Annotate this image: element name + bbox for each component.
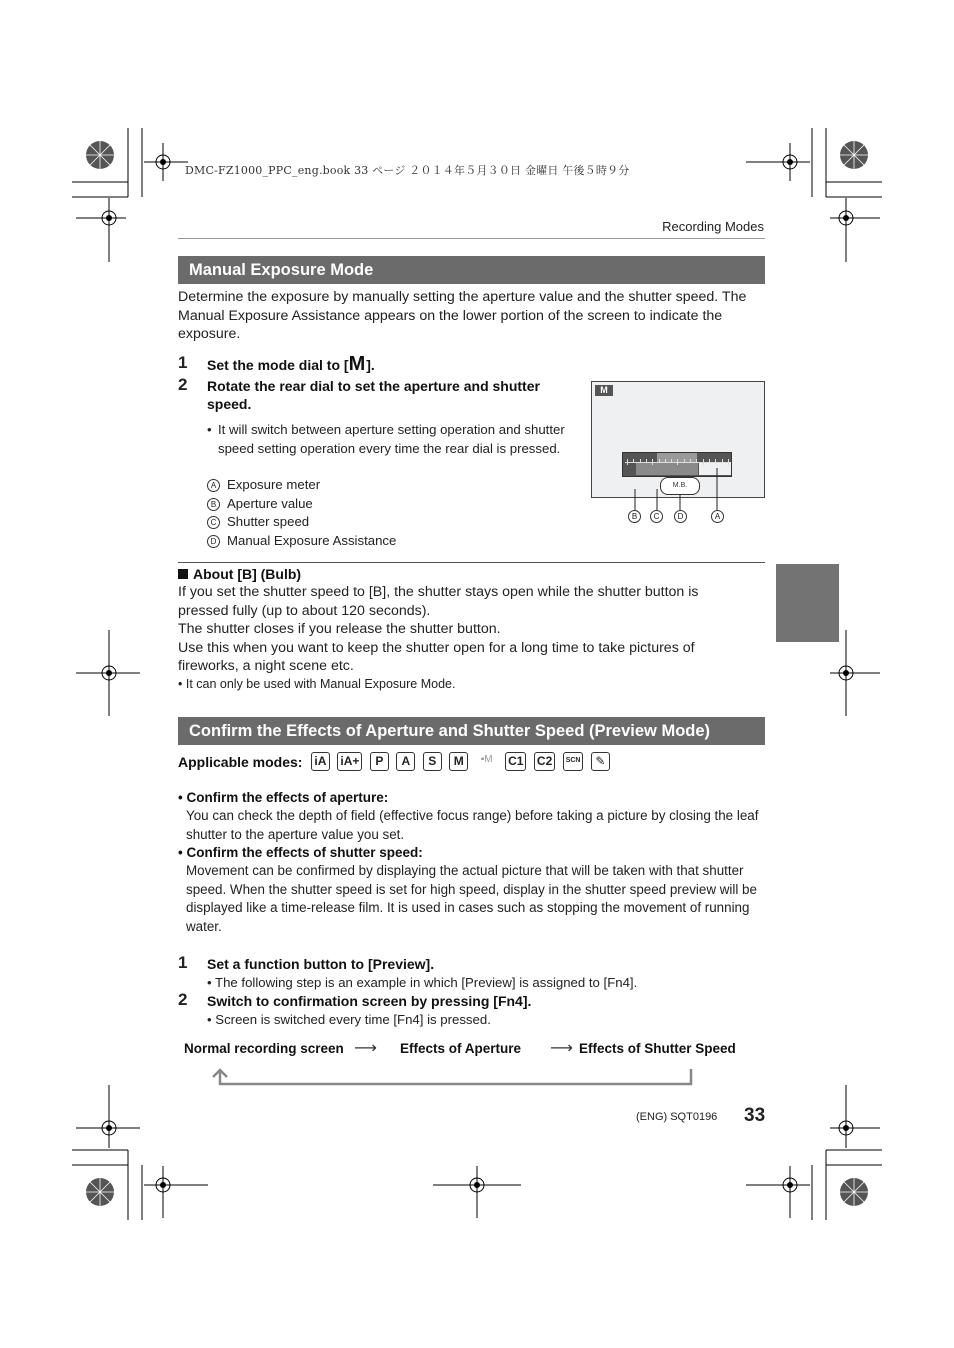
bulb-body xyxy=(178,583,768,676)
step-2-bullet-text: It will switch between aperture setting operation and shutter speed setting operation every time the rear dial is pressed. xyxy=(218,422,565,456)
mode-creative-video-icon: ▪M xyxy=(480,754,493,765)
step-2-bullet xyxy=(207,420,572,458)
mode-badge: M xyxy=(595,385,613,396)
bulb-note: • It can only be used with Manual Exposure Mode. xyxy=(178,677,456,691)
mode-shutter-priority-icon: S xyxy=(423,752,442,771)
preview-step-1-number: 1 xyxy=(178,953,188,972)
step-2-text: Rotate the rear dial to set the aperture and shutter speed. xyxy=(207,378,540,412)
callout-b: B xyxy=(628,510,641,523)
manual-exposure-intro: Determine the exposure by manually setting the aperture value and the shutter speed. The Manual Exposure Assistance appears on the lower portion of the screen to indicate the exposure. xyxy=(178,289,747,343)
legend-label: Manual Exposure Assistance xyxy=(227,532,397,548)
mode-m-icon: M xyxy=(348,353,367,375)
legend-list xyxy=(207,477,396,551)
bulb-line: pressed fully (up to about 120 seconds). xyxy=(178,602,431,619)
flow-arrow-right-icon: ⟶ xyxy=(354,1040,377,1057)
aperture-effects-heading-text: Confirm the effects of aperture: xyxy=(186,790,389,805)
header-rule xyxy=(178,238,765,239)
section-title-preview-mode: Confirm the Effects of Aperture and Shutter Speed (Preview Mode) xyxy=(178,717,765,745)
bulb-line: fireworks, a night scene etc. xyxy=(178,658,354,675)
preview-step-2-note: • Screen is switched every time [Fn4] is pressed. xyxy=(207,1012,491,1027)
mode-manual-icon: M xyxy=(449,752,468,771)
section-divider xyxy=(178,562,765,563)
mode-custom-1-icon: C1 xyxy=(505,752,526,771)
legend-letter: A xyxy=(207,479,220,492)
callout-c: C xyxy=(650,510,663,523)
legend-label: Exposure meter xyxy=(227,477,321,492)
step-1-label-end: ]. xyxy=(366,357,375,373)
shutter-effects-block xyxy=(178,844,768,936)
legend-item-a xyxy=(207,477,396,496)
legend-label: Aperture value xyxy=(227,495,313,511)
aperture-effects-heading: • Confirm the effects of aperture: xyxy=(178,790,389,805)
mode-intelligent-auto-plus-icon: iA+ xyxy=(337,752,362,771)
mode-custom-2-icon: C2 xyxy=(534,752,555,771)
step-2-number: 2 xyxy=(178,375,188,394)
preview-step-1-note-text: The following step is an example in which [Preview] is assigned to [Fn4]. xyxy=(215,975,638,990)
mode-aperture-priority-icon: A xyxy=(396,752,415,771)
preview-step-1-text: Set a function button to [Preview]. xyxy=(207,956,435,972)
aperture-effects-block xyxy=(178,789,768,844)
callout-d: D xyxy=(674,510,687,523)
applicable-modes-label: Applicable modes: xyxy=(178,753,303,770)
mode-creative-control-icon: ✎ xyxy=(591,752,610,771)
chapter-side-tab xyxy=(776,564,839,642)
mode-program-icon: P xyxy=(370,752,389,771)
header-section-label: Recording Modes xyxy=(662,219,764,234)
bulb-heading-text: About [B] (Bulb) xyxy=(193,566,302,582)
screen-callout-letters xyxy=(628,510,768,526)
flow-arrow-right-icon: ⟶ xyxy=(550,1040,573,1057)
flow-normal-recording: Normal recording screen xyxy=(184,1041,344,1056)
legend-letter: D xyxy=(207,535,220,548)
preview-step-2-note-text: Screen is switched every time [Fn4] is pressed. xyxy=(215,1012,491,1027)
footer-document-code: (ENG) SQT0196 xyxy=(636,1111,718,1123)
square-bullet-icon xyxy=(178,569,188,579)
print-meta: DMC-FZ1000_PPC_eng.book 33 ページ ２０１４年５月３０日 金曜日 午後５時９分 xyxy=(185,164,630,177)
bullet-dot: • xyxy=(207,422,212,437)
step-1-number: 1 xyxy=(178,353,188,372)
bulb-line: If you set the shutter speed to [B], the shutter stays open while the shutter button is xyxy=(178,584,699,600)
step-1-text xyxy=(207,355,375,374)
legend-letter: B xyxy=(207,498,220,511)
mode-intelligent-auto-icon: iA xyxy=(311,752,330,771)
legend-item-c xyxy=(207,514,396,533)
preview-step-2-number: 2 xyxy=(178,990,188,1009)
page-number: 33 xyxy=(744,1105,766,1126)
flow-effects-shutter: Effects of Shutter Speed xyxy=(579,1041,736,1056)
legend-letter: C xyxy=(207,516,220,529)
bulb-line: The shutter closes if you release the shutter button. xyxy=(178,621,501,638)
manual-exposure-assist-indicator: M.B. xyxy=(660,477,700,495)
flow-effects-aperture: Effects of Aperture xyxy=(400,1041,522,1056)
step-1-label: Set the mode dial to [ xyxy=(207,357,349,373)
legend-item-d xyxy=(207,533,396,552)
flow-return-arrow-icon xyxy=(210,1065,700,1089)
shutter-effects-heading-text: Confirm the effects of shutter speed: xyxy=(186,845,423,860)
legend-item-b xyxy=(207,496,396,515)
preview-step-1-note: • The following step is an example in which [Preview] is assigned to [Fn4]. xyxy=(207,975,638,990)
callout-a: A xyxy=(711,510,724,523)
mode-scene-icon: SCN xyxy=(563,752,584,771)
preview-step-2-text: Switch to confirmation screen by pressing [Fn4]. xyxy=(207,993,532,1009)
shutter-effects-heading: • Confirm the effects of shutter speed: xyxy=(178,845,423,860)
applicable-modes xyxy=(178,752,613,771)
aperture-effects-body: You can check the depth of field (effective focus range) before taking a picture by closing the leaf shutter to the aperture value you set. xyxy=(186,808,759,842)
bulb-note-text: It can only be used with Manual Exposure Mode. xyxy=(185,677,456,691)
shutter-effects-body: Movement can be confirmed by displaying the actual picture that will be taken with that shutter speed. When the shutter speed is set for high speed, display in the shutter speed preview will be displayed like a time-release film. It is used in cases such as stopping the movement of running water. xyxy=(186,863,757,934)
bulb-heading xyxy=(178,566,301,582)
section-title-manual-exposure: Manual Exposure Mode xyxy=(178,256,765,284)
legend-label: Shutter speed xyxy=(227,514,310,529)
bulb-line: Use this when you want to keep the shutter open for a long time to take pictures of xyxy=(178,639,695,656)
